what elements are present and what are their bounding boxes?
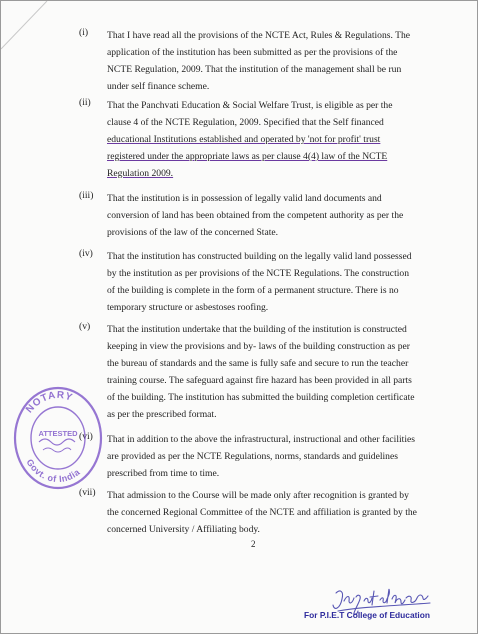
text-line: keeping in view the provisions and by- laws of the building construction as per [107,341,410,352]
text-line: That the institution has constructed building on the legally valid land possessed [107,251,412,262]
text-line: the concerned Regional Committee of the NCTE and affiliation is granted by the [107,507,417,518]
text-line: That the institution is in possession of legally valid land documents and [107,193,382,204]
seal-center-text: ATTESTED [38,429,78,438]
clause-text [107,431,439,482]
clause-vii [79,487,439,538]
text-line: provisions of the law of the concerned State. [107,227,279,238]
clause-i [79,27,439,95]
clause-number: (v) [79,321,91,332]
clause-text [107,248,439,316]
text-line: prescribed from time to time. [107,468,220,479]
clause-vi [79,431,439,482]
clause-text [107,190,439,241]
text-line: temporary structure or asbestoses roofing. [107,302,269,313]
clause-v [79,321,439,423]
text-line: concerned University / Affiliating body. [107,524,260,535]
text-line-underlined: registered under the appropriate laws as per clause 4(4) law of the NCTE [107,151,388,162]
text-line: NCTE Regulation, 2009. That the institution of the management shall be run [107,64,402,75]
text-line-underlined: Regulation 2009. [107,168,174,179]
clause-number: (iv) [79,248,93,259]
clause-number: (ii) [79,97,91,108]
text-line: of the building. The institution has submitted the building completion certificate [107,392,415,403]
notary-seal-stamp [9,378,104,493]
text-line: training course. The safeguard against fire hazard has been provided in all parts [107,375,412,386]
seal-top-text: NOTARY [24,389,75,416]
clause-text [107,321,439,423]
text-line: the bureau of standards and the same is fully safe and secure to run the teacher [107,358,409,369]
clause-number: (i) [79,27,89,38]
clause-number: (iii) [79,190,94,201]
clause-iii [79,190,439,241]
text-line: as per the prescribed format. [107,409,217,420]
svg-text:NOTARY [24,390,74,415]
footer-college-name: For P.I.E.T College of Education [304,610,430,620]
text-line-underlined: educational Institutions established and operated by 'not for profit' trust [107,134,381,145]
clause-text [107,97,439,182]
text-line: are provided as per the NCTE Regulations, norms, standards and guidelines [107,451,398,462]
text-line: of the building is complete in the form of a permanent structure. There is no [107,285,399,296]
text-line: That the institution undertake that the building of the institution is constructed [107,324,407,335]
clause-text [107,27,439,95]
text-line: That I have read all the provisions of the NCTE Act, Rules & Regulations. The [107,30,411,41]
text-line: under self finance scheme. [107,81,210,92]
page-corner-fold [1,1,61,61]
page-number: 2 [251,539,256,549]
text-line: by the institution as per provisions of the NCTE Regulations. The construction [107,268,409,279]
clause-number: (vii) [79,487,96,498]
clause-text [107,487,439,538]
text-line: conversion of land has been obtained from the competent authority as per the [107,210,404,221]
seal-bottom-text: Govt. of India [24,457,83,485]
text-line: application of the institution has been submitted as per the provisions of the [107,47,398,58]
clause-iv [79,248,439,316]
text-line: That in addition to the above the infrastructural, instructional and other facilities [107,434,415,445]
text-line: That admission to the Course will be made only after recognition is granted by [107,490,409,501]
clause-number: (vi) [79,431,93,442]
clause-ii [79,97,439,182]
text-line: That the Panchvati Education & Social Welfare Trust, is eligible as per the [107,100,393,111]
text-line: clause 4 of the NCTE Regulation, 2009. Specified that the Self financed [107,117,384,128]
